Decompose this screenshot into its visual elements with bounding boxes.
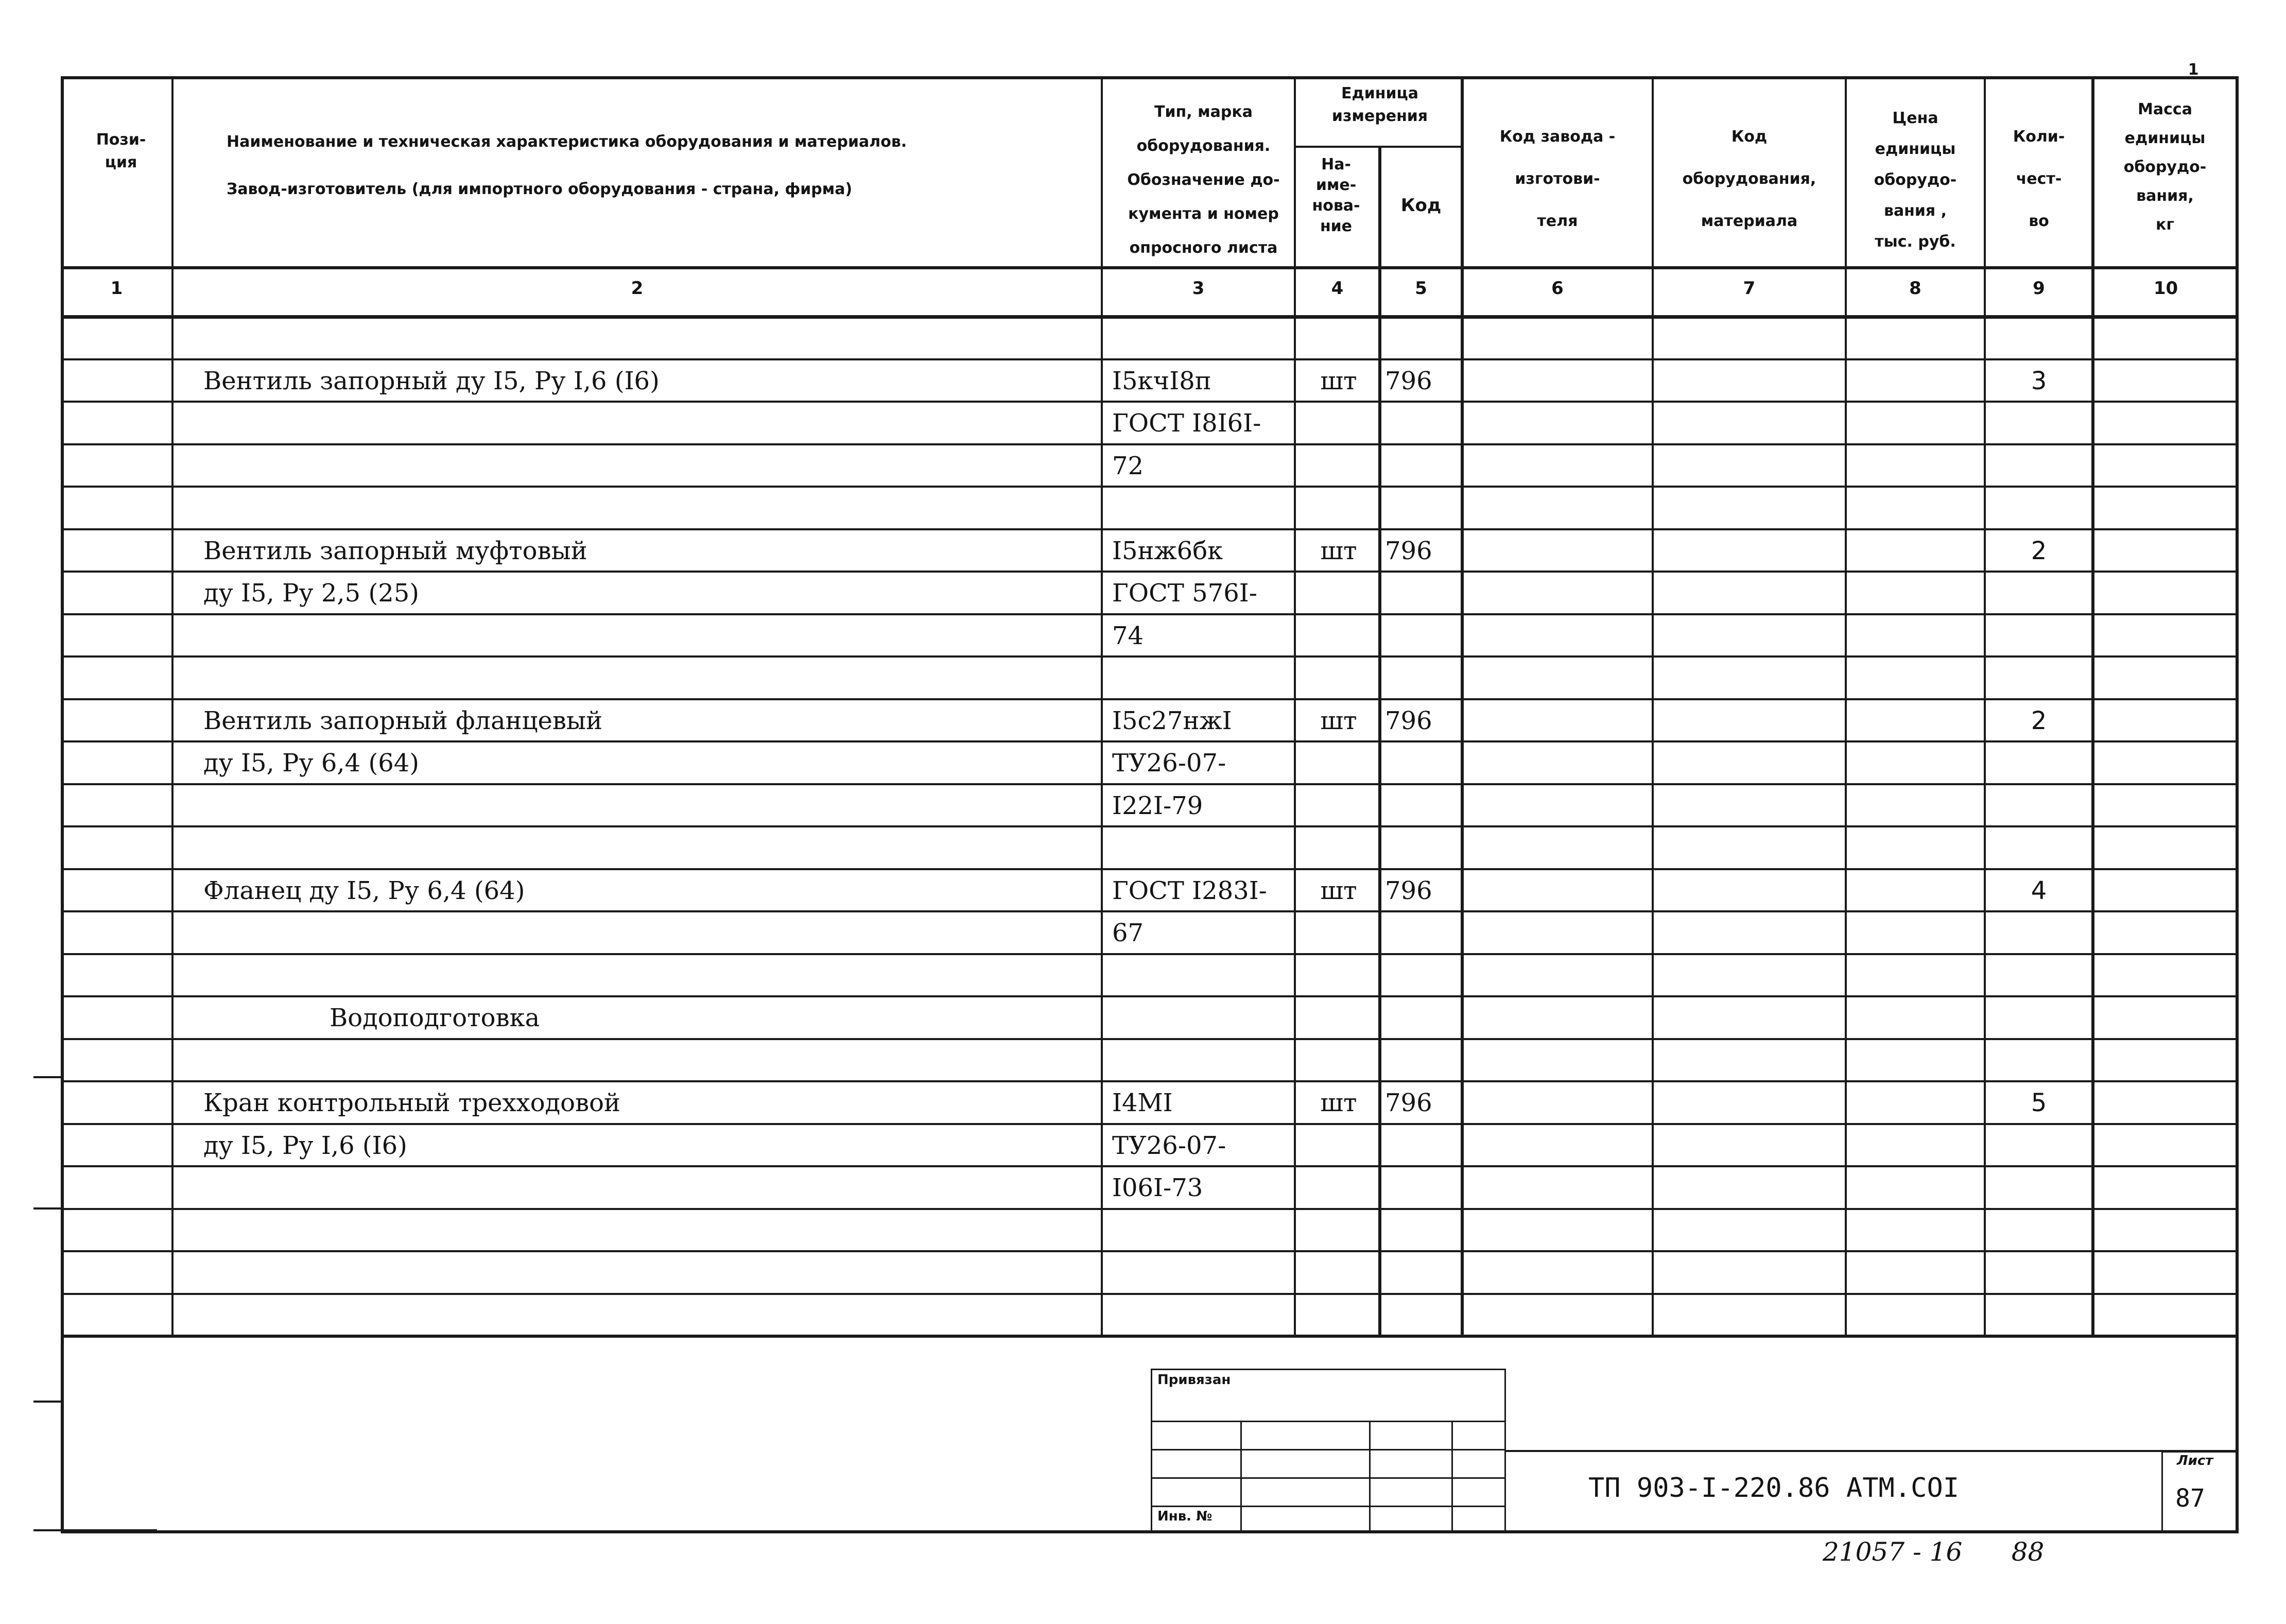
- column-divider: [1845, 76, 1847, 1336]
- item-type: I4МI: [1112, 1089, 1173, 1117]
- item-quantity: 2: [2031, 706, 2047, 735]
- stamp-inv-label: Инв. №: [1157, 1509, 1213, 1524]
- column-number: 6: [1551, 278, 1564, 299]
- column-divider: [1461, 76, 1464, 1336]
- unit-group-header: Единица измерения: [1331, 84, 1428, 125]
- item-quantity: 4: [2031, 876, 2047, 905]
- item-type: I5с27нжI: [1112, 706, 1232, 735]
- item-name: Фланец ду I5, Ру 6,4 (64): [203, 876, 525, 905]
- item-type: ГОСТ 576I-: [1112, 579, 1257, 608]
- col9-header: Коли- чест- во: [2013, 128, 2065, 230]
- column-number: 2: [631, 278, 644, 299]
- item-unit: шт: [1320, 706, 1357, 735]
- item-code: 796: [1385, 366, 1432, 395]
- header-divider: [61, 266, 2239, 269]
- item-quantity: 3: [2031, 366, 2047, 395]
- column-number: 9: [2033, 278, 2045, 299]
- unit-group-divider: [1295, 146, 1462, 148]
- item-type: 67: [1112, 919, 1144, 947]
- col8-header: Цена единицы оборудо- вания , тыс. руб.: [1874, 109, 1957, 251]
- row-divider: [61, 486, 2239, 488]
- margin-tick: [33, 1529, 157, 1531]
- col2-header: Наименование и техническая характеристика оборудования и материалов. Завод-изготовитель (для импортного оборудования - страна, фирма): [227, 133, 907, 198]
- item-type: 74: [1112, 621, 1144, 650]
- item-code: 796: [1385, 876, 1432, 905]
- item-code: 796: [1385, 536, 1432, 565]
- item-type: ГОСТ I8I6I-: [1112, 409, 1261, 438]
- item-unit: шт: [1320, 876, 1357, 905]
- column-number: 10: [2153, 278, 2178, 299]
- col6-header: Код завода - изготови- теля: [1499, 128, 1616, 230]
- item-unit: шт: [1320, 366, 1357, 395]
- stamp-attached-box: [1151, 1369, 1506, 1532]
- row-divider: [61, 953, 2239, 955]
- row-divider: [61, 655, 2239, 658]
- row-divider: [61, 1335, 2239, 1338]
- col4-header: На- име- нова- ние: [1312, 156, 1360, 235]
- column-divider: [1652, 76, 1654, 1336]
- item-name: Водоподготовка: [330, 1004, 540, 1032]
- item-quantity: 5: [2031, 1089, 2047, 1117]
- column-number: 4: [1331, 278, 1344, 299]
- item-name: Кран контрольный трехходовой: [203, 1089, 620, 1117]
- column-number-divider: [61, 315, 2239, 319]
- item-type: 72: [1112, 451, 1144, 480]
- col3-header: Тип, марка оборудования. Обозначение до- кумента и номер опросного листа: [1127, 103, 1280, 257]
- column-divider: [1101, 76, 1103, 1336]
- item-name: Вентиль запорный фланцевый: [203, 706, 603, 735]
- margin-tick: [33, 1401, 62, 1403]
- column-number: 3: [1192, 278, 1205, 299]
- item-type: ГОСТ I283I-: [1112, 876, 1267, 905]
- item-type: I22I-79: [1112, 791, 1203, 820]
- row-divider: [61, 1250, 2239, 1252]
- footer-handwritten-number: 21057 - 16 88: [1823, 1537, 2045, 1567]
- stamp-attached-label: Привязан: [1157, 1372, 1231, 1388]
- item-type: I06I-73: [1112, 1173, 1203, 1202]
- item-type: I5кчI8п: [1112, 366, 1211, 395]
- item-name: ду I5, Ру I,6 (I6): [203, 1131, 407, 1160]
- column-number: 5: [1415, 278, 1427, 299]
- column-number: 1: [110, 278, 123, 299]
- item-name: Вентиль запорный муфтовый: [203, 536, 587, 565]
- col5-header: Код: [1400, 195, 1442, 216]
- col1-header: Пози- ция: [96, 131, 146, 171]
- item-code: 796: [1385, 706, 1432, 735]
- column-number: 7: [1743, 278, 1756, 299]
- stamp-line: [1506, 1450, 2239, 1452]
- document-code: ТП 903-I-220.86 АТМ.СОI: [1588, 1473, 1960, 1504]
- item-type: ТУ26-07-: [1112, 1131, 1226, 1160]
- item-code: 796: [1385, 1089, 1432, 1117]
- margin-tick: [33, 1207, 62, 1210]
- column-number: 8: [1909, 278, 1921, 299]
- item-unit: шт: [1320, 1089, 1357, 1117]
- item-type: I5нж6бк: [1112, 536, 1223, 565]
- item-type: ТУ26-07-: [1112, 749, 1226, 778]
- column-divider: [1294, 76, 1296, 1336]
- sheet-number: 87: [2175, 1484, 2205, 1513]
- col10-header: Масса единицы оборудо- вания, кг: [2123, 100, 2207, 234]
- row-divider: [61, 1293, 2239, 1295]
- item-unit: шт: [1320, 536, 1357, 565]
- item-name: ду I5, Ру 2,5 (25): [203, 579, 419, 608]
- margin-tick: [33, 1076, 62, 1078]
- item-name: ду I5, Ру 6,4 (64): [203, 749, 419, 778]
- column-divider: [171, 76, 174, 1336]
- page-mark: 1: [2188, 61, 2199, 79]
- sheet-label: Лист: [2177, 1453, 2213, 1468]
- item-name: Вентиль запорный ду I5, Ру I,6 (I6): [203, 366, 660, 395]
- col7-header: Код оборудования, материала: [1682, 128, 1816, 230]
- item-quantity: 2: [2031, 536, 2047, 565]
